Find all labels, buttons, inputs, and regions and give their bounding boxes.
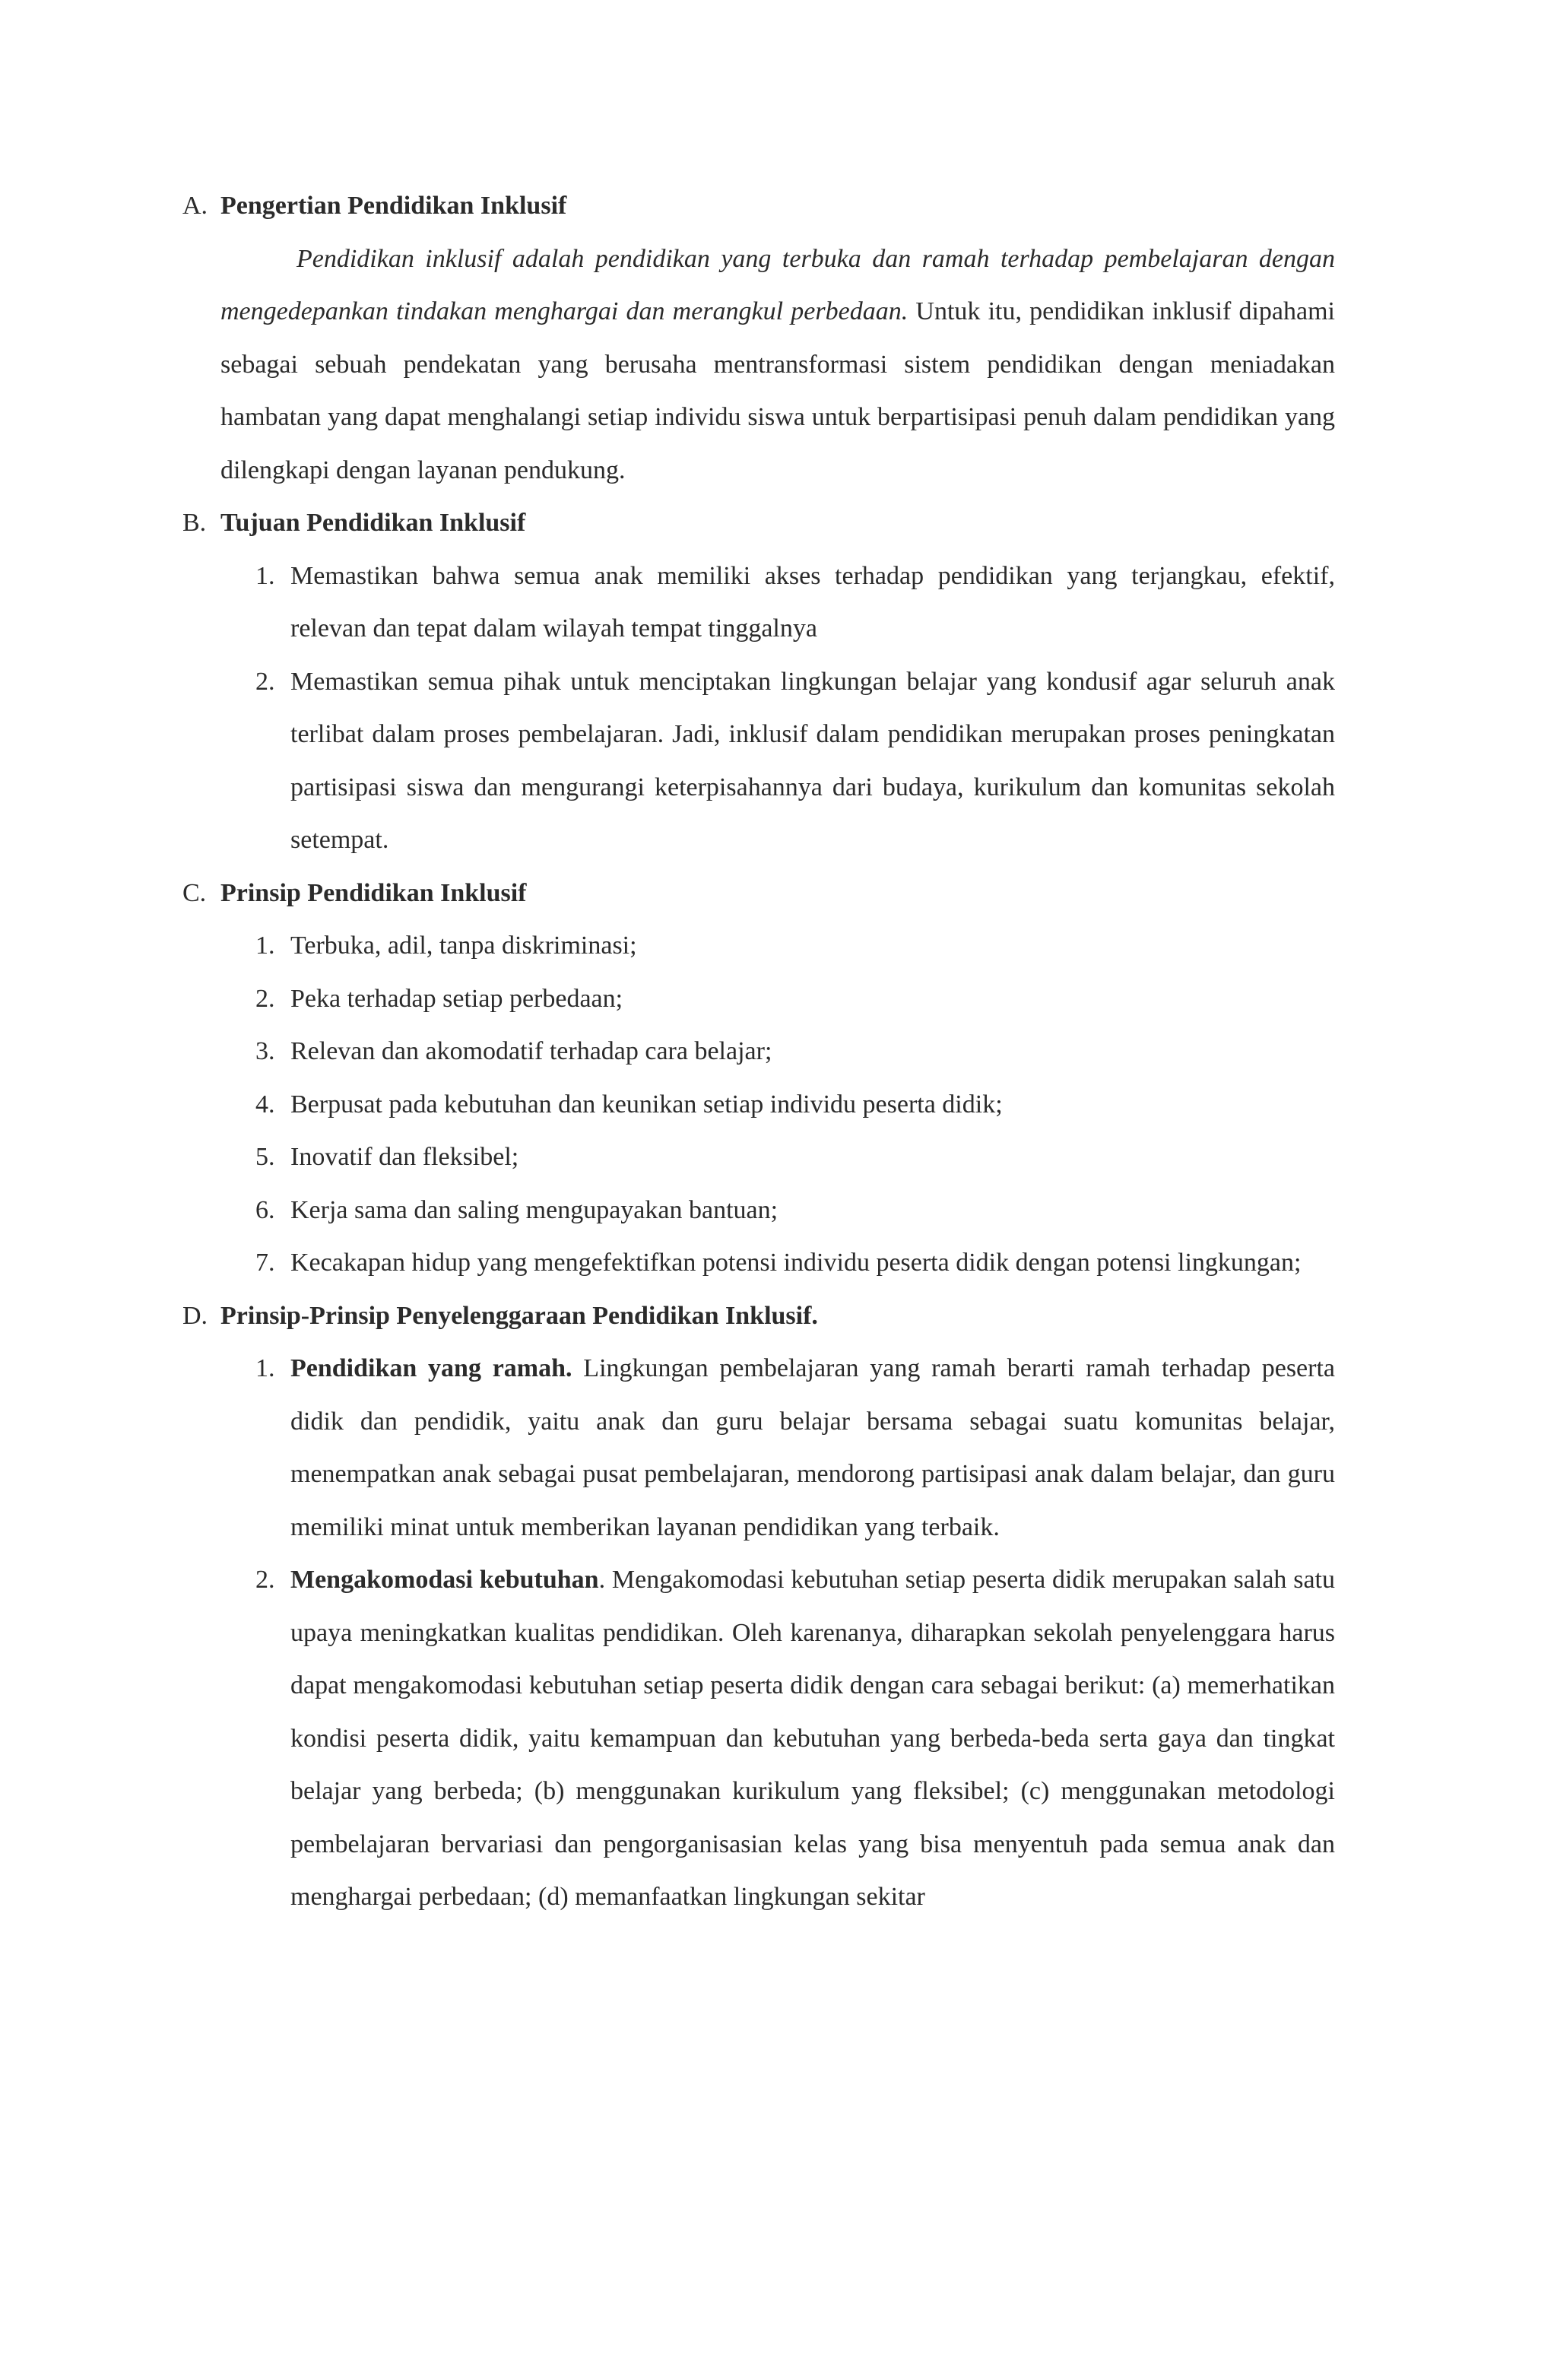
list-number: 2. [255,1566,275,1594]
list-number: 2. [255,667,275,696]
section-title: Prinsip Pendidikan Inklusif [220,878,527,907]
section-letter: D. [182,1301,208,1330]
section-a-paragraph [182,233,1335,497]
list-number: 4. [255,1090,275,1119]
section-title: Prinsip-Prinsip Penyelenggaraan Pendidikan Inklusif. [220,1301,818,1330]
list-item [255,1342,1335,1553]
list-text: Memastikan bahwa semua anak memiliki akses terhadap pendidikan yang terjangkau, efektif, relevan dan tepat dalam wilayah tempat tinggalnya [290,561,1335,643]
list-text: . Mengakomodasi kebutuhan setiap peserta didik merupakan salah satu upaya meningkatkan kualitas pendidikan. Oleh karenanya, diharapkan sekolah penyelenggara harus dapat mengakomodasi kebutuhan setiap peserta didik dengan cara sebagai berikut: (a) memerhatikan kondisi peserta didik, yaitu kemampuan dan kebutuhan yang berbeda-beda serta gaya dan tingkat belajar yang berbeda; (b) menggunakan kurikulum yang fleksibel; (c) menggunakan metodologi pembelajaran bervariasi dan pengorganisasian kelas yang bisa menyentuh pada semua anak dan menghargai perbedaan; (d) memanfaatkan lingkungan sekitar [290,1566,1335,1911]
section-b-heading [182,497,1335,550]
list-number: 6. [255,1195,275,1224]
section-letter: B. [182,509,207,537]
list-text: Memastikan semua pihak untuk menciptakan lingkungan belajar yang kondusif agar seluruh anak terlibat dalam proses pembelajaran. Jadi, inklusif dalam pendidikan merupakan proses peningkatan partisipasi siswa dan mengurangi keterpisahannya dari budaya, kurikulum dan komunitas sekolah setempat. [290,667,1335,854]
list-item-lead: Pendidikan yang ramah. [290,1354,572,1382]
list-text: Peka terhadap setiap perbedaan; [290,984,623,1013]
section-letter: A. [182,192,208,220]
list-item [255,1184,1335,1237]
list-number: 2. [255,984,275,1013]
list-item [255,1236,1335,1290]
goals-list [182,550,1335,867]
list-item-lead: Mengakomodasi kebutuhan [290,1566,599,1594]
list-number: 3. [255,1037,275,1065]
list-item [255,919,1335,973]
list-number: 7. [255,1249,275,1277]
list-item [255,1553,1335,1924]
section-title: Tujuan Pendidikan Inklusif [220,509,526,537]
list-text: Relevan dan akomodatif terhadap cara belajar; [290,1037,772,1065]
list-number: 1. [255,931,275,960]
list-number: 1. [255,1354,275,1382]
list-text: Kecakapan hidup yang mengefektifkan potensi individu peserta didik dengan potensi lingkungan; [290,1249,1302,1277]
section-letter: C. [182,878,207,907]
section-d-heading [182,1290,1335,1343]
list-item [255,655,1335,867]
list-text: Berpusat pada kebutuhan dan keunikan setiap individu peserta didik; [290,1090,1003,1119]
section-c-heading [182,867,1335,920]
implementation-principles-list [182,1342,1335,1924]
list-number: 5. [255,1143,275,1171]
list-text: Inovatif dan fleksibel; [290,1143,519,1171]
list-item [255,550,1335,655]
section-a-heading [182,179,1335,233]
list-item [255,1131,1335,1184]
document-content [182,179,1335,1924]
list-text: Kerja sama dan saling mengupayakan bantuan; [290,1195,778,1224]
definition-text: Untuk itu, pendidikan inklusif dipahami sebagai sebuah pendekatan yang berusaha mentransformasi sistem pendidikan dengan meniadakan hambatan yang dapat menghalangi setiap individu siswa untuk berpartisipasi penuh dalam pendidikan yang dilengkapi dengan layanan pendukung. [220,297,1335,484]
principles-list [182,919,1335,1290]
section-title: Pengertian Pendidikan Inklusif [220,192,567,220]
list-number: 1. [255,561,275,590]
list-item [255,1078,1335,1131]
definition-italic-text: Pendidikan inklusif adalah pendidikan yang terbuka dan ramah terhadap pembelajaran dengan mengedepankan tindakan menghargai dan merangkul perbedaan. [220,244,1335,325]
list-item [255,973,1335,1026]
list-text: Lingkungan pembelajaran yang ramah berarti ramah terhadap peserta didik dan pendidik, yaitu anak dan guru belajar bersama sebagai suatu komunitas belajar, menempatkan anak sebagai pusat pembelajaran, mendorong partisipasi anak dalam belajar, dan guru memiliki minat untuk memberikan layanan pendidikan yang terbaik. [290,1354,1336,1541]
list-text: Terbuka, adil, tanpa diskriminasi; [290,931,637,960]
list-item [255,1025,1335,1078]
